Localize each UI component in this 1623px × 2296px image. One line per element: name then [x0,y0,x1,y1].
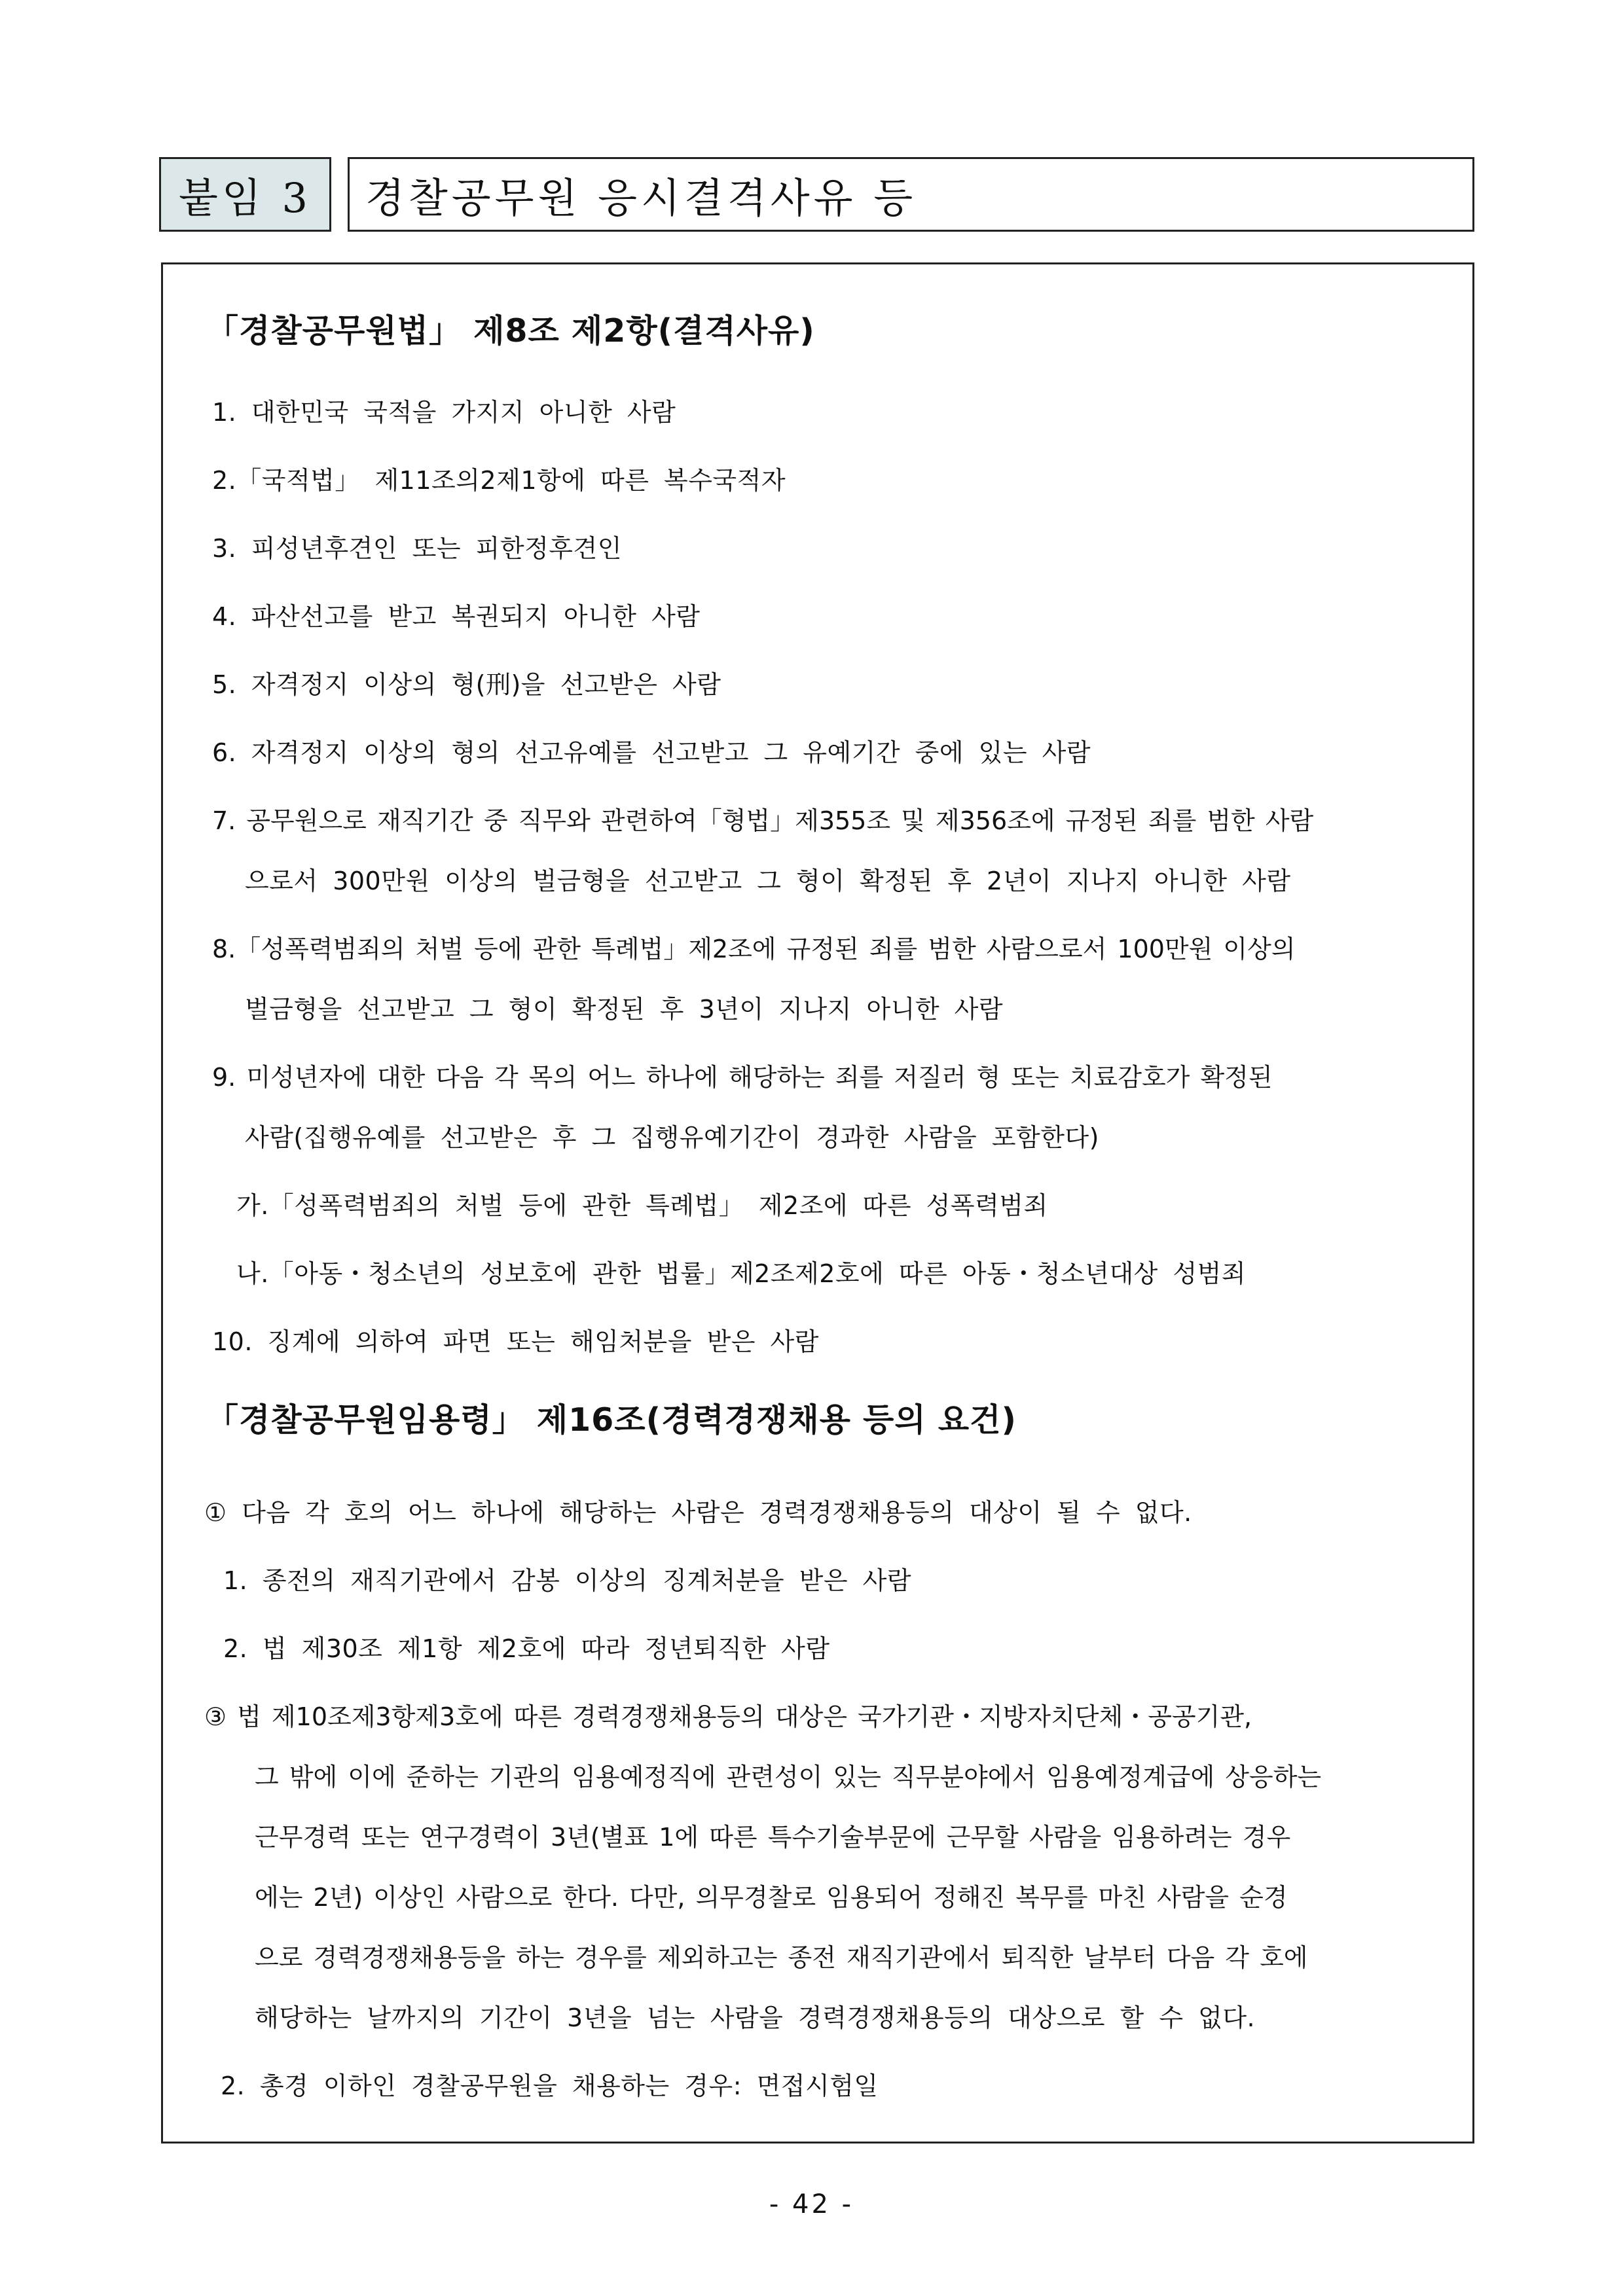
clause-continuation: 에는 2년) 이상인 사람으로 한다. 다만, 의무경찰로 임용되어 정해진 복무를 마친 사람을 순경 [255,1883,1288,1912]
clause-item: ① 다음 각 호의 어느 하나에 해당하는 사람은 경력경쟁채용등의 대상이 될 수 없다. [204,1498,1192,1527]
clause-continuation: 근무경력 또는 연구경력이 3년(별표 1에 따른 특수기술부문에 근무할 사람을 임용하려는 경우 [255,1823,1291,1852]
list-item-continuation: 벌금형을 선고받고 그 형이 확정된 후 3년이 지나지 아니한 사람 [245,995,1004,1024]
list-item: 6. 자격정지 이상의 형의 선고유예를 선고받고 그 유예기간 중에 있는 사람 [212,738,1091,767]
section-heading-police-act: 「경찰공무원법」 제8조 제2항(결격사유) [206,312,815,350]
list-item: 8.「성폭력범죄의 처벌 등에 관한 특례법」제2조에 규정된 죄를 범한 사람으로서 100만원 이상의 [212,935,1296,963]
sub-list-item: 나.「아동・청소년의 성보호에 관한 법률」제2조제2호에 따른 아동・청소년대상 성범죄 [236,1259,1247,1288]
list-item: 2. 총경 이하인 경찰공무원을 채용하는 경우: 면접시험일 [221,2072,879,2100]
list-item: 7. 공무원으로 재직기간 중 직무와 관련하여「형법」제355조 및 제356조에 규정된 죄를 범한 사람 [212,806,1314,835]
section-heading-appointment-decree: 「경찰공무원임용령」 제16조(경력경쟁채용 등의 요건) [206,1401,1017,1439]
attachment-badge: 붙임 3 [159,157,331,232]
list-item-continuation: 으로서 300만원 이상의 벌금형을 선고받고 그 형이 확정된 후 2년이 지나지 아니한 사람 [245,867,1291,895]
page-number: - 42 - [769,2189,854,2219]
list-item: 5. 자격정지 이상의 형(刑)을 선고받은 사람 [212,670,721,699]
list-item: 9. 미성년자에 대한 다음 각 목의 어느 하나에 해당하는 죄를 저질러 형 또는 치료감호가 확정된 [212,1063,1273,1092]
list-item: 3. 피성년후견인 또는 피한정후견인 [212,534,622,563]
clause-continuation: 해당하는 날까지의 기간이 3년을 넘는 사람을 경력경쟁채용등의 대상으로 할 수 없다. [255,2003,1256,2032]
document-title: 경찰공무원 응시결격사유 등 [348,157,1474,232]
list-item: 2. 법 제30조 제1항 제2호에 따라 정년퇴직한 사람 [223,1634,830,1663]
clause-item: ③ 법 제10조제3항제3호에 따른 경력경쟁채용등의 대상은 국가기관・지방자치단체・공공기관, [204,1702,1252,1731]
list-item: 1. 종전의 재직기관에서 감봉 이상의 징계처분을 받은 사람 [223,1566,912,1595]
list-item-continuation: 사람(집행유예를 선고받은 후 그 집행유예기간이 경과한 사람을 포함한다) [245,1123,1099,1152]
list-item: 2.「국적법」 제11조의2제1항에 따른 복수국적자 [212,466,786,495]
list-item: 1. 대한민국 국적을 가지지 아니한 사람 [212,398,676,427]
list-item: 4. 파산선고를 받고 복권되지 아니한 사람 [212,602,701,631]
content-box [161,262,1474,2144]
sub-list-item: 가.「성폭력범죄의 처벌 등에 관한 특례법」 제2조에 따른 성폭력범죄 [236,1191,1048,1220]
list-item: 10. 징계에 의하여 파면 또는 해임처분을 받은 사람 [212,1327,819,1356]
clause-continuation: 으로 경력경쟁채용등을 하는 경우를 제외하고는 종전 재직기관에서 퇴직한 날부터 다음 각 호에 [255,1943,1308,1972]
clause-continuation: 그 밖에 이에 준하는 기관의 임용예정직에 관련성이 있는 직무분야에서 임용예정계급에 상응하는 [255,1763,1322,1791]
